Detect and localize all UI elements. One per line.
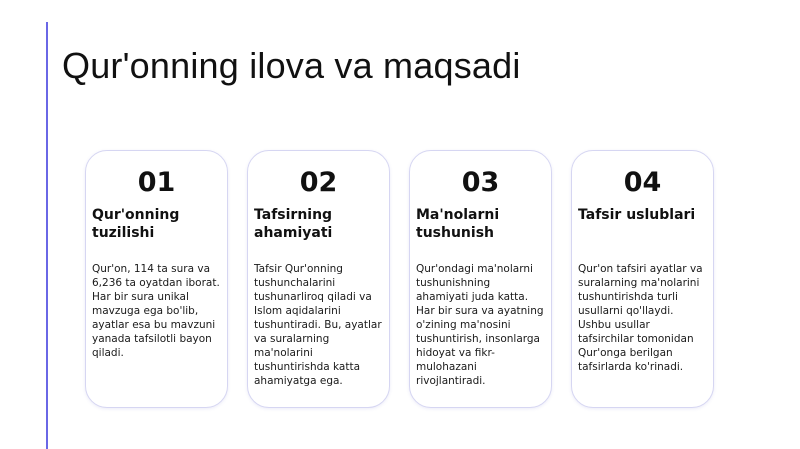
card-body: Tafsir Qur'onning tushunchalarini tushunarliroq qiladi va Islom aqidalarini tushuntiradi. Bu, ayatlar va suralarning ma'nolarini tushuntirishda katta ahamiyatga ega. <box>254 263 382 387</box>
card-4 <box>571 150 714 408</box>
card-number: 03 <box>461 167 500 198</box>
accent-line <box>46 22 48 449</box>
card-heading: Qur'onning tuzilishi <box>92 207 180 241</box>
card-heading: Tafsirning ahamiyati <box>254 207 333 241</box>
card-number: 02 <box>299 167 338 198</box>
slide-title: Qur'onning ilova va maqsadi <box>62 45 521 86</box>
card-number: 04 <box>623 167 662 198</box>
card-body: Qur'on, 114 ta sura va 6,236 ta oyatdan iborat. Har bir sura unikal mavzuga ega bo'lib, ayatlar esa bu mavzuni yanada tafsilotli bayon qiladi. <box>92 263 220 359</box>
card-body: Qur'ondagi ma'nolarni tushunishning ahamiyati juda katta. Har bir sura va ayatning o'zining ma'nosini tushuntirish, insonlarga hidoyat va fikr-mulohazani rivojlantiradi. <box>416 263 544 387</box>
card-heading: Tafsir uslublari <box>578 207 696 223</box>
card-heading: Ma'nolarni tushunish <box>416 207 500 241</box>
card-number: 01 <box>137 167 176 198</box>
card-2 <box>247 150 390 408</box>
cards-row <box>85 150 716 408</box>
card-1 <box>85 150 228 408</box>
card-3 <box>409 150 552 408</box>
card-body: Qur'on tafsiri ayatlar va suralarning ma'nolarini tushuntirishda turli usullarni qo'llaydi. Ushbu usullar tafsirchilar tomonidan Qur'onga berilgan tafsirlarda ko'rinadi. <box>578 263 703 373</box>
